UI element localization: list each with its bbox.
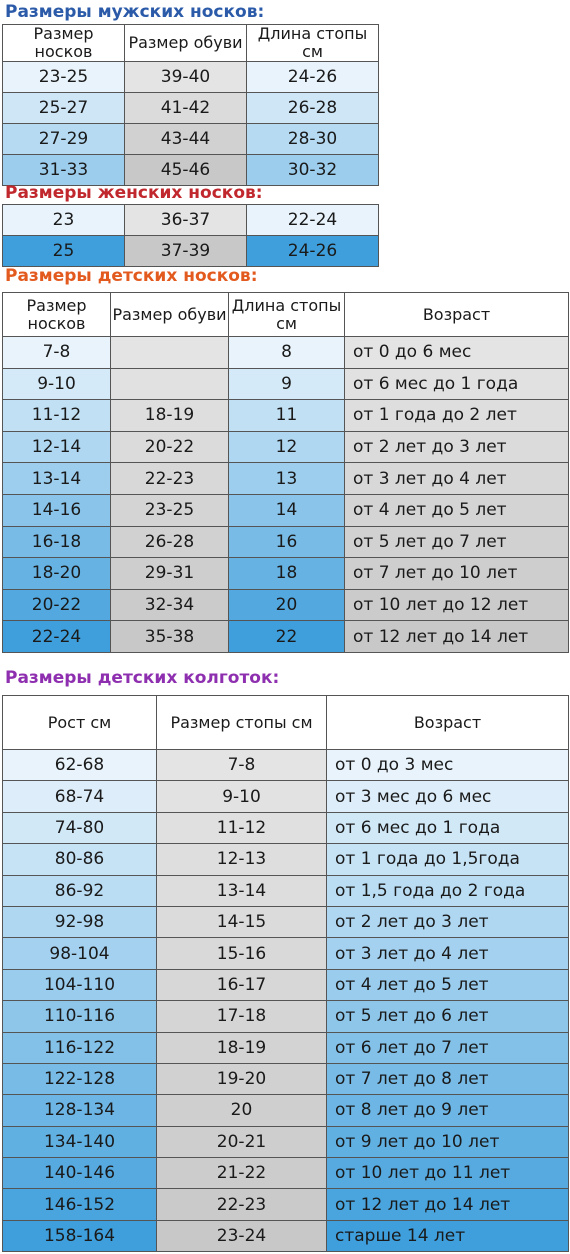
table-cell: 12-13	[157, 844, 327, 875]
table-cell: 12-14	[3, 431, 111, 463]
table-row	[3, 969, 569, 1000]
table-cell: от 5 лет до 7 лет	[345, 526, 569, 558]
kids-header-sock-size: Размер носков	[3, 293, 111, 337]
table-row	[3, 1220, 569, 1251]
table-cell	[111, 337, 229, 369]
table-row	[3, 812, 569, 843]
table-cell: от 1,5 года до 2 года	[327, 875, 569, 906]
table-cell: старше 14 лет	[327, 1220, 569, 1251]
table-row	[3, 844, 569, 875]
table-cell: 36-37	[125, 205, 247, 236]
table-cell: 15-16	[157, 938, 327, 969]
table-cell: от 6 мес до 1 года	[345, 368, 569, 400]
table-cell: от 4 лет до 5 лет	[345, 494, 569, 526]
table-row	[3, 155, 379, 186]
table-cell: 19-20	[157, 1063, 327, 1094]
table-row	[3, 1158, 569, 1189]
table-cell: от 10 лет до 11 лет	[327, 1158, 569, 1189]
table-cell: от 3 мес до 6 мес	[327, 781, 569, 812]
table-row	[3, 368, 569, 400]
table-cell: от 2 лет до 3 лет	[327, 906, 569, 937]
table-row	[3, 938, 569, 969]
table-cell: от 7 лет до 10 лет	[345, 558, 569, 590]
table-cell: 20-21	[157, 1126, 327, 1157]
table-cell: 16	[229, 526, 345, 558]
table-cell: 18-20	[3, 558, 111, 590]
table-cell: 9-10	[157, 781, 327, 812]
tights-header-foot-size: Размер стопы см	[157, 696, 327, 750]
table-row	[3, 1126, 569, 1157]
table-cell: 11	[229, 400, 345, 432]
table-cell: 39-40	[125, 62, 247, 93]
table-row	[3, 124, 379, 155]
kids-header-age: Возраст	[345, 293, 569, 337]
table-row	[3, 463, 569, 495]
tights-header-height: Рост см	[3, 696, 157, 750]
table-row	[3, 589, 569, 621]
table-cell: 20	[229, 589, 345, 621]
table-cell: от 1 года до 2 лет	[345, 400, 569, 432]
table-cell: 24-26	[247, 236, 379, 267]
table-row	[3, 1189, 569, 1220]
table-cell: 16-17	[157, 969, 327, 1000]
kids-header-foot-length: Длина стопы см	[229, 293, 345, 337]
table-cell: 74-80	[3, 812, 157, 843]
table-row	[3, 93, 379, 124]
table-cell: 20	[157, 1095, 327, 1126]
table-cell: 43-44	[125, 124, 247, 155]
table-cell: 16-18	[3, 526, 111, 558]
table-cell: 30-32	[247, 155, 379, 186]
table-cell: 24-26	[247, 62, 379, 93]
table-cell: 14-16	[3, 494, 111, 526]
table-cell: от 6 лет до 7 лет	[327, 1032, 569, 1063]
table-cell	[111, 368, 229, 400]
table-cell: от 1 года до 1,5года	[327, 844, 569, 875]
men-header-shoe-size: Размер обуви	[125, 25, 247, 62]
table-row	[3, 62, 379, 93]
table-cell: 26-28	[111, 526, 229, 558]
table-cell: от 3 лет до 4 лет	[345, 463, 569, 495]
table-cell: 158-164	[3, 1220, 157, 1251]
table-cell: 41-42	[125, 93, 247, 124]
table-cell: 8	[229, 337, 345, 369]
table-row	[3, 1001, 569, 1032]
table-cell: 7-8	[3, 337, 111, 369]
table-cell: 22-23	[111, 463, 229, 495]
table-cell: 122-128	[3, 1063, 157, 1094]
table-row	[3, 781, 569, 812]
table-row	[3, 205, 379, 236]
table-row	[3, 1032, 569, 1063]
table-cell: 86-92	[3, 875, 157, 906]
table-cell: 22-24	[247, 205, 379, 236]
table-cell: 116-122	[3, 1032, 157, 1063]
table-cell: 23	[3, 205, 125, 236]
table-cell: 104-110	[3, 969, 157, 1000]
table-row	[3, 236, 379, 267]
table-cell: 35-38	[111, 621, 229, 653]
table-cell: от 2 лет до 3 лет	[345, 431, 569, 463]
table-row	[3, 431, 569, 463]
table-cell: 13-14	[3, 463, 111, 495]
table-cell: от 5 лет до 6 лет	[327, 1001, 569, 1032]
table-cell: 11-12	[3, 400, 111, 432]
table-cell: 28-30	[247, 124, 379, 155]
kids-tights-table	[2, 695, 569, 1252]
table-cell: 22	[229, 621, 345, 653]
table-cell: 14	[229, 494, 345, 526]
kids-socks-table	[2, 292, 569, 653]
table-cell: 128-134	[3, 1095, 157, 1126]
table-cell: от 7 лет до 8 лет	[327, 1063, 569, 1094]
table-cell: 18	[229, 558, 345, 590]
table-cell: 13-14	[157, 875, 327, 906]
table-row	[3, 750, 569, 781]
kids-header-shoe-size: Размер обуви	[111, 293, 229, 337]
table-cell: от 12 лет до 14 лет	[345, 621, 569, 653]
table-cell: 22-24	[3, 621, 111, 653]
table-cell: 45-46	[125, 155, 247, 186]
table-cell: 27-29	[3, 124, 125, 155]
men-header-sock-size: Размер носков	[3, 25, 125, 62]
table-cell: от 10 лет до 12 лет	[345, 589, 569, 621]
table-cell: 146-152	[3, 1189, 157, 1220]
table-cell: 7-8	[157, 750, 327, 781]
table-cell: 25-27	[3, 93, 125, 124]
women-socks-table	[2, 204, 379, 267]
table-cell: 23-25	[3, 62, 125, 93]
table-cell: от 6 мес до 1 года	[327, 812, 569, 843]
table-cell: 23-25	[111, 494, 229, 526]
men-socks-table	[2, 24, 379, 186]
table-cell: 22-23	[157, 1189, 327, 1220]
table-cell: 17-18	[157, 1001, 327, 1032]
table-cell: 14-15	[157, 906, 327, 937]
tights-header-age: Возраст	[327, 696, 569, 750]
table-cell: 11-12	[157, 812, 327, 843]
table-cell: 134-140	[3, 1126, 157, 1157]
table-cell: 37-39	[125, 236, 247, 267]
table-row	[3, 337, 569, 369]
table-row	[3, 400, 569, 432]
table-row	[3, 1095, 569, 1126]
table-cell: 26-28	[247, 93, 379, 124]
men-header-foot-length: Длина стопы см	[247, 25, 379, 62]
table-cell: от 0 до 6 мес	[345, 337, 569, 369]
table-cell: от 8 лет до 9 лет	[327, 1095, 569, 1126]
table-cell: 31-33	[3, 155, 125, 186]
table-cell: 9	[229, 368, 345, 400]
table-cell: 21-22	[157, 1158, 327, 1189]
table-cell: 98-104	[3, 938, 157, 969]
kids-socks-title: Размеры детских носков:	[5, 266, 258, 286]
table-row	[3, 621, 569, 653]
table-row	[3, 494, 569, 526]
table-cell: 18-19	[157, 1032, 327, 1063]
table-cell: от 3 лет до 4 лет	[327, 938, 569, 969]
table-cell: 110-116	[3, 1001, 157, 1032]
women-socks-title: Размеры женских носков:	[5, 183, 263, 203]
table-cell: 12	[229, 431, 345, 463]
table-cell: 80-86	[3, 844, 157, 875]
table-cell: 20-22	[3, 589, 111, 621]
table-row	[3, 558, 569, 590]
men-socks-title: Размеры мужских носков:	[5, 2, 265, 22]
table-cell: от 4 лет до 5 лет	[327, 969, 569, 1000]
table-cell: 9-10	[3, 368, 111, 400]
table-cell: 68-74	[3, 781, 157, 812]
kids-tights-title: Размеры детских колготок:	[5, 668, 280, 688]
table-cell: 13	[229, 463, 345, 495]
table-row	[3, 526, 569, 558]
table-cell: 25	[3, 236, 125, 267]
table-cell: от 0 до 3 мес	[327, 750, 569, 781]
table-cell: 140-146	[3, 1158, 157, 1189]
table-cell: от 9 лет до 10 лет	[327, 1126, 569, 1157]
table-cell: 32-34	[111, 589, 229, 621]
table-row	[3, 906, 569, 937]
table-row	[3, 875, 569, 906]
table-cell: 62-68	[3, 750, 157, 781]
table-cell: 23-24	[157, 1220, 327, 1251]
table-cell: от 12 лет до 14 лет	[327, 1189, 569, 1220]
table-row	[3, 1063, 569, 1094]
table-cell: 29-31	[111, 558, 229, 590]
table-cell: 20-22	[111, 431, 229, 463]
table-cell: 18-19	[111, 400, 229, 432]
table-cell: 92-98	[3, 906, 157, 937]
